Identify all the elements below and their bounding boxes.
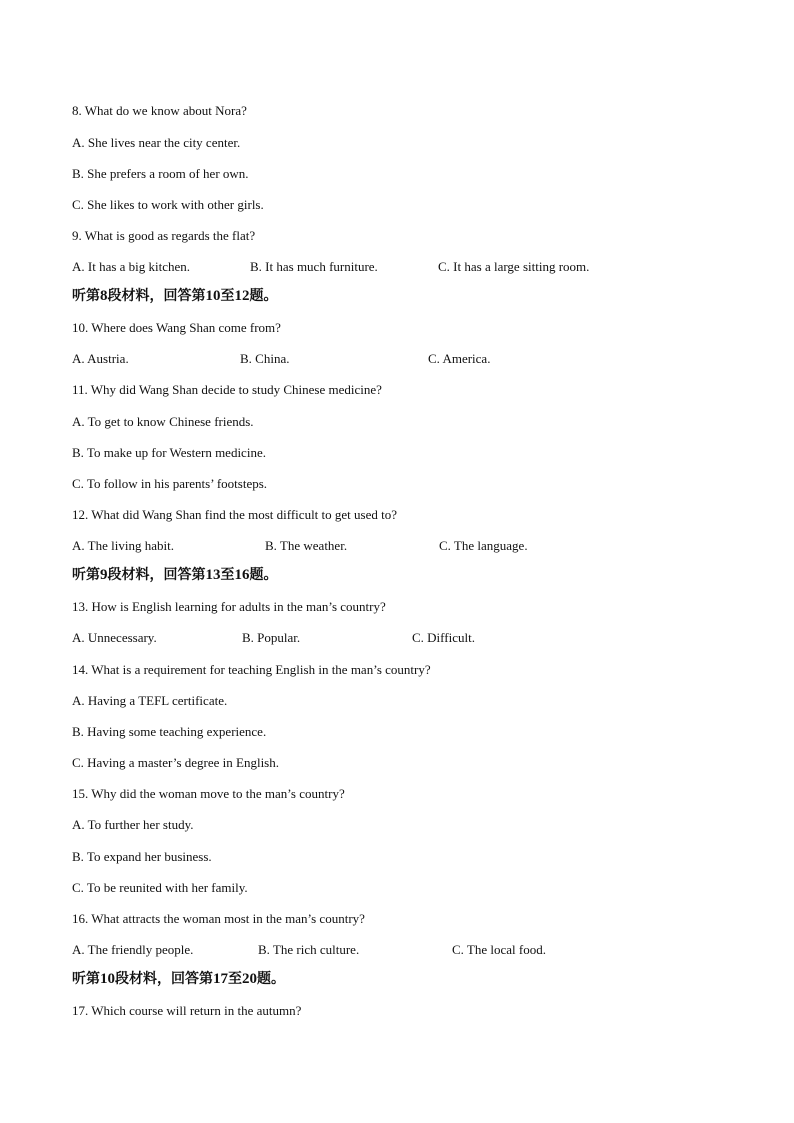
question-10-option-c: C. America.: [428, 351, 491, 366]
section-header-9: 听第9段材料，回答第13至16题。: [72, 567, 278, 583]
section-header-10: 听第10段材料，回答第17至20题。: [72, 971, 285, 987]
question-8-option-c: C. She likes to work with other girls.: [72, 197, 264, 212]
question-15-option-c: C. To be reunited with her family.: [72, 880, 248, 895]
question-15-option-a: A. To further her study.: [72, 817, 194, 832]
question-9-option-b: B. It has much furniture.: [250, 259, 378, 274]
question-12-option-c: C. The language.: [439, 538, 528, 553]
question-11-option-c: C. To follow in his parents’ footsteps.: [72, 476, 268, 491]
question-16: 16. What attracts the woman most in the man’s country?: [72, 911, 365, 926]
question-16-option-c: C. The local food.: [452, 942, 546, 957]
question-11: 11. Why did Wang Shan decide to study Chinese medicine?: [72, 382, 382, 397]
question-16-option-b: B. The rich culture.: [258, 942, 360, 957]
question-14-option-c: C. Having a master’s degree in English.: [72, 755, 279, 770]
question-13: 13. How is English learning for adults in the man’s country?: [72, 599, 386, 614]
question-12-option-b: B. The weather.: [265, 538, 348, 553]
question-16-options: [72, 942, 712, 958]
question-8-option-a: A. She lives near the city center.: [72, 135, 241, 150]
question-10-option-b: B. China.: [240, 351, 290, 366]
question-11-option-b: B. To make up for Western medicine.: [72, 445, 266, 460]
question-9-option-a: A. It has a big kitchen.: [72, 259, 191, 274]
question-12: 12. What did Wang Shan find the most difficult to get used to?: [72, 507, 397, 522]
question-14-option-a: A. Having a TEFL certificate.: [72, 693, 228, 708]
question-9-options: [72, 259, 712, 275]
question-11-option-a: A. To get to know Chinese friends.: [72, 414, 254, 429]
question-9-option-c: C. It has a large sitting room.: [438, 259, 590, 274]
question-13-option-c: C. Difficult.: [412, 630, 475, 645]
question-13-option-a: A. Unnecessary.: [72, 630, 157, 645]
question-10-option-a: A. Austria.: [72, 351, 129, 366]
question-10-options: [72, 351, 712, 367]
question-14: 14. What is a requirement for teaching English in the man’s country?: [72, 662, 431, 677]
question-17: 17. Which course will return in the autumn?: [72, 1003, 302, 1018]
question-16-option-a: A. The friendly people.: [72, 942, 194, 957]
section-header-8: 听第8段材料，回答第10至12题。: [72, 288, 278, 304]
question-12-options: [72, 538, 712, 554]
question-13-options: [72, 630, 712, 646]
question-14-option-b: B. Having some teaching experience.: [72, 724, 267, 739]
question-12-option-a: A. The living habit.: [72, 538, 174, 553]
question-8: 8. What do we know about Nora?: [72, 103, 247, 118]
question-10: 10. Where does Wang Shan come from?: [72, 320, 281, 335]
question-9: 9. What is good as regards the flat?: [72, 228, 256, 243]
question-15: 15. Why did the woman move to the man’s country?: [72, 786, 345, 801]
question-13-option-b: B. Popular.: [242, 630, 301, 645]
question-8-option-b: B. She prefers a room of her own.: [72, 166, 249, 181]
question-15-option-b: B. To expand her business.: [72, 849, 212, 864]
